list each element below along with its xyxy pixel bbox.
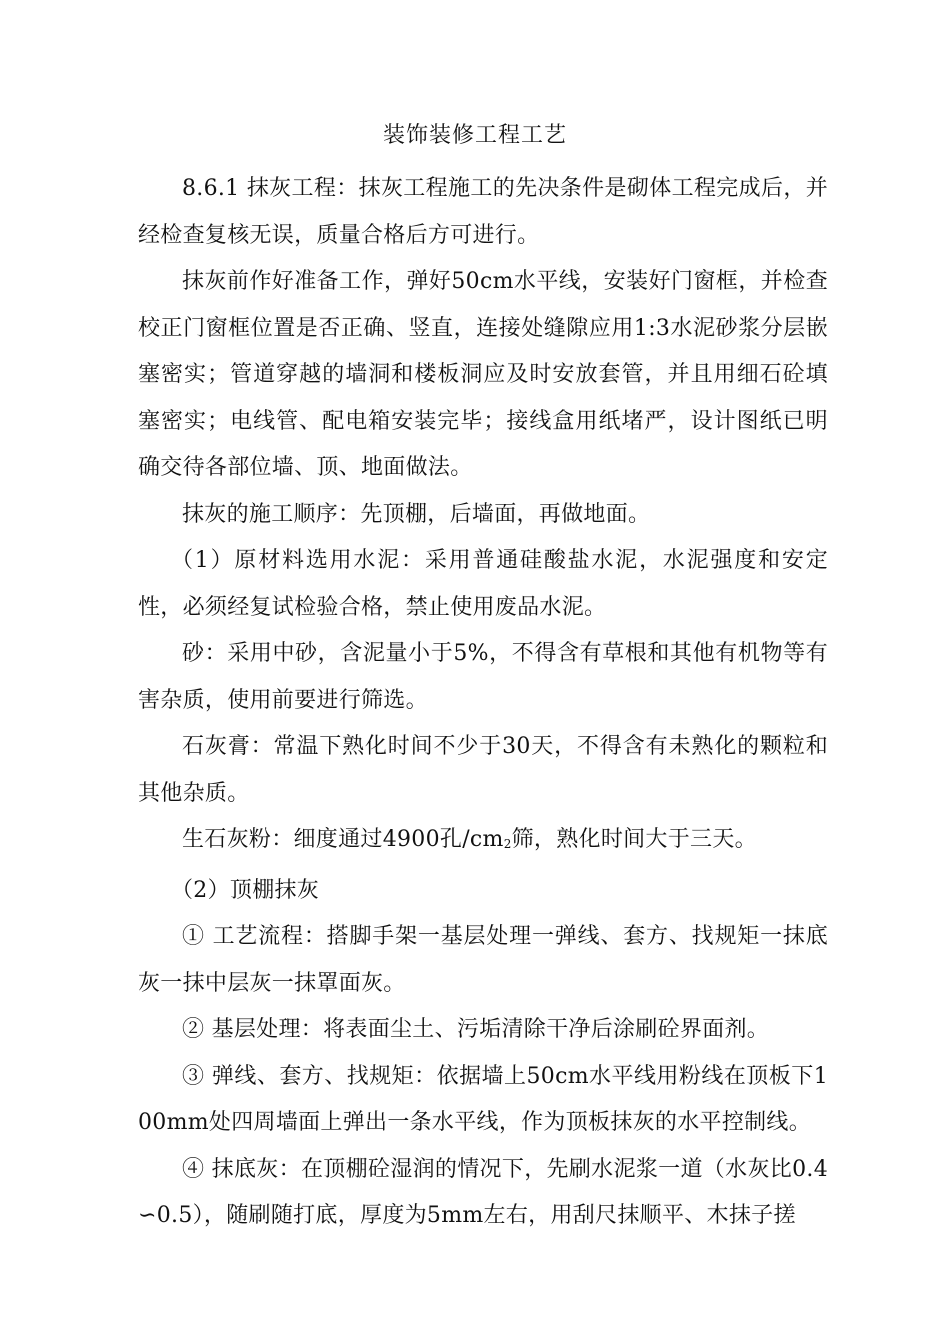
paragraph-process-flow: ① 工艺流程：搭脚手架一基层处理一弹线、套方、找规矩一抹底灰一抹中层灰一抹罩面灰。: [138, 924, 828, 996]
paragraph-base-treatment: ② 基层处理：将表面尘土、污垢清除干净后涂刷砼界面剂。: [182, 1017, 770, 1042]
document-body: [138, 166, 828, 1240]
paragraph-ceiling-plastering-heading: （2）顶棚抹灰: [171, 877, 320, 903]
paragraph-preparation: 抹灰前作好准备工作，弹好50cm水平线，安装好门窗框，并检查校正门窗框位置是否正确、竖直，连接处缝隙应用1:3水泥砂浆分层嵌塞密实；管道穿越的墙洞和楼板洞应及时安放套管，并且用细石砼填塞密实；电线管、配电箱安装完毕；接线盒用纸堵严，设计图纸已明确交待各部位墙、顶、地面做法。: [138, 269, 828, 480]
paragraph-plastering-prerequisite: 8.6.1 抹灰工程：抹灰工程施工的先决条件是砌体工程完成后，并经检查复核无误，质量合格后方可进行。: [138, 176, 828, 248]
paragraph-base-coat: ④ 抹底灰：在顶棚砼湿润的情况下，先刷水泥浆一道（水灰比0.4∽0.5），随刷随打底，厚度为5mm左右，用刮尺抹顺平、木抹子搓: [138, 1156, 828, 1228]
paragraph-cement: （1）原材料选用水泥：采用普通硅酸盐水泥，水泥强度和安定性，必须经复试检验合格，禁止使用废品水泥。: [138, 548, 828, 620]
unit-subscript: 2: [503, 837, 512, 851]
paragraph-construction-order: 抹灰的施工顺序：先顶棚，后墙面，再做地面。: [182, 501, 651, 527]
document-title: 装饰装修工程工艺: [382, 123, 567, 148]
quicklime-text-part2: 筛，熟化时间大于三天。: [511, 827, 757, 852]
quicklime-text-part1: 生石灰粉：细度通过4900孔/cm: [182, 827, 504, 852]
paragraph-quicklime-powder: [138, 817, 828, 868]
paragraph-sand: 砂：采用中砂，含泥量小于5%，不得含有草根和其他有机物等有害杂质，使用前要进行筛选。: [138, 641, 828, 713]
paragraph-line-marking: ③ 弹线、套方、找规矩：依据墙上50cm水平线用粉线在顶板下100mm处四周墙面上弹出一条水平线，作为顶板抹灰的水平控制线。: [138, 1063, 828, 1135]
paragraph-lime-paste: 石灰膏：常温下熟化时间不少于30天，不得含有未熟化的颗粒和其他杂质。: [138, 734, 828, 806]
